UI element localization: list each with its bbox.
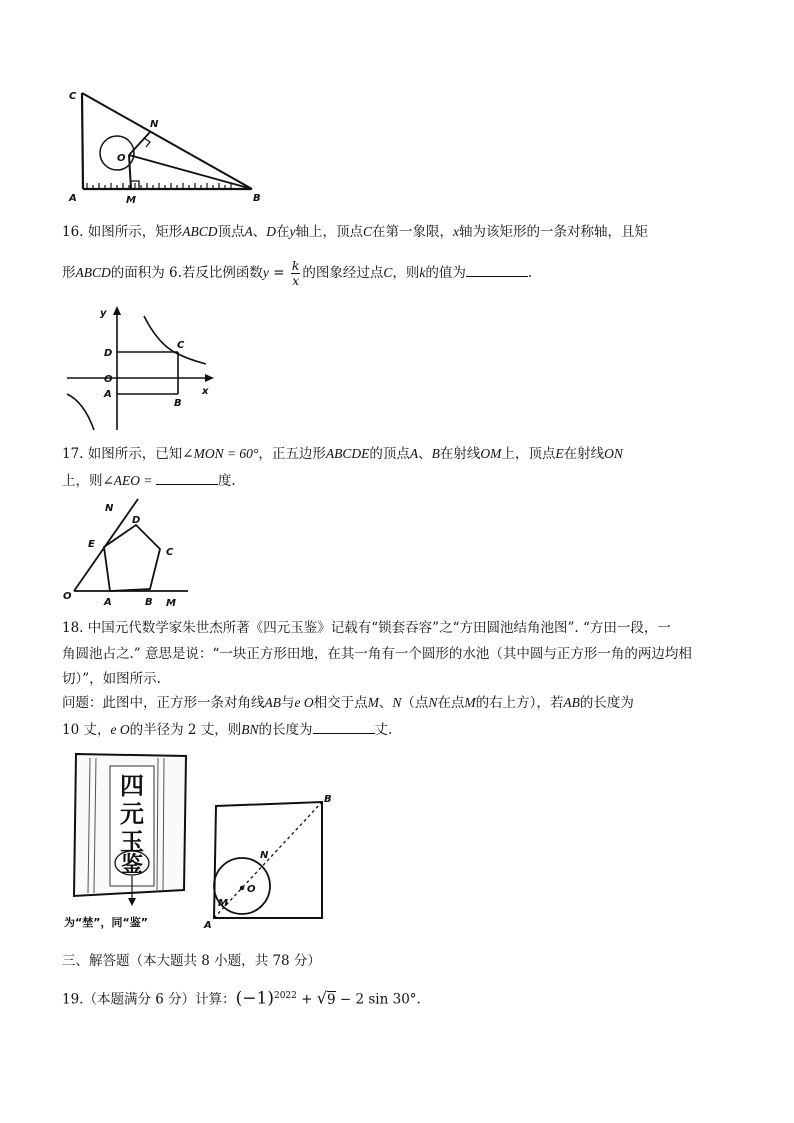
book-char-2: 元 (120, 800, 144, 828)
label-a: A (104, 389, 112, 400)
q16-text: 、 (252, 224, 267, 240)
q16-var-y: y (262, 265, 269, 280)
q16-var-y: y (289, 224, 296, 239)
q18-segment-bn: BN (241, 722, 259, 737)
q17-point-e: E (555, 446, 564, 461)
book-char-4: 鉴 (120, 853, 144, 878)
fraction-numerator: k (291, 258, 300, 273)
q18-text: 丈. (374, 722, 393, 738)
q17-line1 (62, 445, 623, 463)
label-m: M (218, 898, 228, 909)
q18-circle-o: e O (294, 695, 314, 710)
section-3-heading: 三、解答题（本大题共 8 小题，共 78 分） (62, 953, 321, 969)
y-axis-arrow (113, 306, 121, 315)
q18-point-n: N (392, 695, 402, 710)
label-a: A (104, 597, 112, 608)
q17-prefix: 17. 如图所示，已知 (62, 446, 183, 462)
q17-point-a: A (409, 446, 419, 461)
q18-text: 问题：此图中，正方形一条对角线 (62, 695, 265, 711)
fraction-denominator: x (292, 273, 300, 288)
label-o: O (104, 374, 113, 385)
label-m: M (126, 195, 136, 206)
caption-arrowhead (128, 898, 136, 906)
q17-text: 在射线 (563, 446, 605, 462)
q18-text: 的右上方），若 (475, 695, 564, 711)
q16-equals: = (268, 265, 289, 281)
q18-circle-o: e O (110, 722, 130, 737)
q16-line1 (62, 223, 648, 241)
figure-18 (200, 790, 340, 930)
q18-text: 的半径为 2 丈，则 (129, 722, 242, 738)
side-cb (82, 93, 252, 189)
q16-abcd: ABCD (182, 224, 218, 239)
q17-answer-blank[interactable] (156, 470, 218, 485)
q19-line (62, 983, 421, 1013)
label-m: M (166, 598, 176, 609)
right-angle-n (144, 138, 150, 147)
q16-point-c: C (363, 224, 373, 239)
q17-angle-mon: ∠MON = 60° (182, 446, 259, 461)
center-o (240, 886, 244, 890)
q19-plus: + (296, 991, 317, 1008)
label-o: O (63, 591, 72, 602)
q16-line2 (62, 256, 532, 290)
label-b: B (174, 398, 182, 409)
q16-text: 在第一象限， (372, 224, 454, 240)
side-ca (82, 93, 83, 189)
q19-exponent: 2022 (273, 991, 297, 1001)
q16-abcd: ABCD (75, 265, 111, 280)
label-c: C (177, 340, 185, 351)
q17-text: 在射线 (439, 446, 481, 462)
label-b: B (324, 794, 332, 805)
q18-text: 在点 (437, 695, 465, 711)
hyperbola-branch-2 (67, 394, 94, 430)
label-n: N (260, 850, 269, 861)
q18-text: 的长度为 (579, 695, 634, 711)
q17-pentagon: ABCDE (325, 446, 370, 461)
q18-text: 、 (378, 695, 393, 711)
q16-text: 顶点 (217, 224, 245, 240)
figure-17 (60, 495, 200, 613)
q18-text: 与 (281, 695, 295, 711)
q16-text: 的图象经过点 (302, 265, 384, 281)
sqrt-symbol: √ (316, 988, 327, 1008)
q19-prefix: 19.（本题满分 6 分）计算： (62, 991, 236, 1008)
q16-answer-blank[interactable] (466, 262, 528, 277)
label-a: A (69, 193, 77, 204)
q18-text: （点 (401, 695, 429, 711)
label-d: D (104, 348, 113, 359)
label-y: y (100, 308, 107, 319)
segment-om (129, 155, 131, 189)
q19-base: (−1) (235, 988, 274, 1009)
q16-text: 形 (62, 265, 76, 281)
x-axis-arrow (205, 374, 214, 382)
q18-point-m: M (464, 695, 476, 710)
q17-ray-on: ON (604, 446, 623, 461)
q16-text: . (527, 265, 533, 281)
q16-text: 轴上，顶点 (295, 224, 364, 240)
q18-point-m: M (367, 695, 379, 710)
book-char-3: 玉 (120, 828, 144, 856)
q18-line2: 角圆池占之.” 意思是说：“一块正方形田地，在其一角有一个圆形的水池（其中圆与正方形一角的两边均相 (62, 646, 692, 662)
book-illustration (60, 750, 200, 935)
q17-text: 的顶点 (369, 446, 410, 462)
q19-rest: − 2 sin 30° (335, 991, 417, 1008)
q17-text: 上，则 (62, 473, 103, 489)
label-d: D (132, 515, 141, 526)
q19-sqrt-arg: 9 (327, 991, 336, 1008)
q16-point-a: A (244, 224, 253, 239)
q16-var-k: k (419, 265, 426, 280)
q17-text: 上，顶点 (501, 446, 556, 462)
q17-point-b: B (431, 446, 440, 461)
q16-text: 的面积为 6.若反比例函数 (110, 265, 263, 281)
q18-diagonal-ab: AB (563, 695, 580, 710)
q17-ray-om: OM (480, 446, 502, 461)
label-a: A (204, 920, 212, 930)
label-c: C (69, 91, 77, 102)
q18-line4 (62, 694, 634, 712)
q16-fraction (291, 259, 301, 288)
q16-text: ，则 (392, 265, 420, 281)
label-n: N (150, 119, 159, 130)
q18-line1: 18. 中国元代数学家朱世杰所著《四元玉鉴》记载有“锁套吞容”之“方田圆池结角池图”. “方田一段，一 (62, 620, 671, 636)
label-b: B (253, 193, 261, 204)
q18-text: 的长度为 (258, 722, 313, 738)
q17-line2 (62, 470, 236, 490)
figure-15 (55, 85, 270, 210)
q19-end: . (416, 991, 421, 1008)
book-char-1: 四 (120, 772, 144, 800)
label-x: x (202, 386, 209, 397)
q18-diagonal-ab: AB (264, 695, 281, 710)
q17-text: 、 (418, 446, 432, 462)
q16-text: 的值为 (425, 265, 466, 281)
q16-var-x: x (453, 224, 460, 239)
q17-text: ，正五边形 (258, 446, 326, 462)
q16-text: 轴为该矩形的一条对称轴，且矩 (459, 224, 649, 240)
q16-text: 在 (276, 224, 290, 240)
label-e: E (88, 539, 95, 550)
hyperbola-branch-1 (144, 316, 206, 364)
q16-point-c: C (383, 265, 393, 280)
label-n: N (105, 503, 114, 514)
label-o: O (117, 153, 126, 164)
q18-text: 相交于点 (313, 695, 368, 711)
label-b: B (145, 597, 153, 608)
q18-point-n: N (428, 695, 438, 710)
q18-text: 10 丈， (62, 722, 111, 738)
q18-line3: 切）”，如图所示. (62, 671, 161, 687)
figure-16 (62, 302, 222, 434)
q17-angle-aeo: ∠AEO = (102, 473, 156, 488)
q18-answer-blank[interactable] (313, 719, 375, 734)
q17-text: 度. (217, 473, 236, 489)
label-o: O (247, 884, 256, 895)
label-c: C (166, 547, 174, 558)
q16-prefix: 16. 如图所示，矩形 (62, 224, 183, 240)
q16-point-d: D (266, 224, 277, 239)
q18-line5 (62, 719, 392, 739)
book-caption: 为“埜”，同“鉴” (64, 916, 148, 929)
segment-on (129, 131, 151, 155)
